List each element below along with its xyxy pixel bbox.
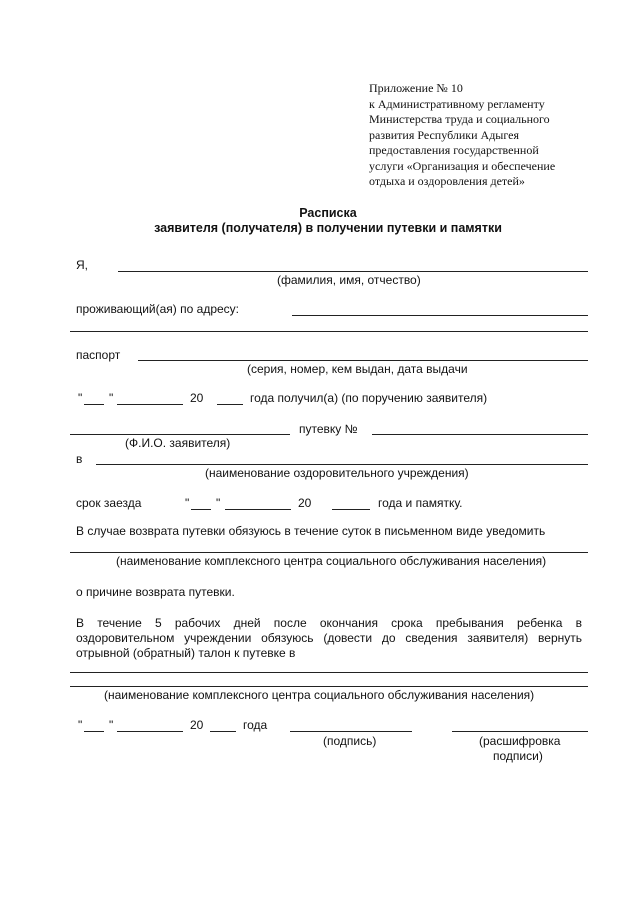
caption-institution: (наименование оздоровительного учреждения) — [205, 466, 469, 480]
appendix-line: услуги «Организация и обеспечение — [369, 158, 556, 173]
date2-text: года — [243, 718, 268, 732]
arrival-year-field[interactable] — [332, 509, 370, 510]
date2-year-field[interactable] — [210, 731, 236, 732]
address-label: проживающий(ая) по адресу: — [76, 302, 239, 316]
appendix-line: развития Республики Адыгея — [369, 127, 519, 142]
arrival-day-field[interactable] — [191, 509, 211, 510]
institution-field[interactable] — [96, 464, 588, 465]
arrival-year-prefix: 20 — [298, 496, 312, 510]
appendix-line: Приложение № 10 — [369, 81, 463, 95]
date1-month-field[interactable] — [117, 404, 183, 405]
passport-label: паспорт — [76, 348, 121, 362]
center-field-2[interactable] — [70, 672, 588, 673]
ya-label: Я, — [76, 258, 88, 272]
document-title: Расписка — [299, 206, 357, 220]
date2-day-field[interactable] — [84, 731, 104, 732]
date1-text: года получил(а) (по поручению заявителя) — [250, 391, 488, 405]
arrival-quote-close: " — [216, 496, 221, 510]
caption-transcript: (расшифровка — [479, 734, 561, 748]
caption-transcript: подписи) — [493, 749, 543, 763]
center-field-1[interactable] — [70, 552, 588, 553]
date1-year-prefix: 20 — [190, 391, 204, 405]
arrival-month-field[interactable] — [225, 509, 291, 510]
appendix-line: Министерства труда и социального — [369, 112, 550, 126]
caption-passport: (серия, номер, кем выдан, дата выдачи — [247, 362, 468, 376]
return-text: В случае возврата путевки обязуюсь в течение суток в письменном виде уведомить — [76, 524, 546, 538]
date1-quote-open: " — [78, 391, 83, 405]
transcript-field[interactable] — [452, 731, 588, 732]
paragraph-line: оздоровительном учреждении обязуюсь (довести до сведения заявителя) вернуть — [76, 631, 582, 645]
reason-text: о причине возврата путевки. — [76, 585, 235, 599]
caption-applicant: (Ф.И.О. заявителя) — [125, 436, 231, 450]
paragraph-line: В течение 5 рабочих дней после окончания срока пребывания ребенка в — [76, 616, 582, 630]
passport-field[interactable] — [138, 360, 588, 361]
address-field-1[interactable] — [292, 315, 588, 316]
date1-day-field[interactable] — [84, 404, 104, 405]
date1-quote-close: " — [109, 391, 114, 405]
appendix-line: к Административному регламенту — [369, 96, 545, 111]
caption-center-2: (наименование комплексного центра социального обслуживания населения) — [104, 688, 535, 702]
date2-quote-open: " — [78, 718, 83, 732]
arrival-label: срок заезда — [76, 496, 142, 510]
appendix-line: предоставления государственной — [369, 143, 539, 157]
paragraph-line: отрывной (обратный) талон к путевке в — [76, 646, 296, 660]
applicant-field[interactable] — [70, 434, 290, 435]
address-field-2[interactable] — [70, 331, 588, 332]
caption-signature: (подпись) — [323, 734, 377, 748]
appendix-line: отдыха и оздоровления детей» — [369, 174, 525, 188]
caption-fio: (фамилия, имя, отчество) — [277, 273, 421, 287]
date2-month-field[interactable] — [117, 731, 183, 732]
arrival-text: года и памятку. — [378, 496, 463, 510]
caption-center-1: (наименование комплексного центра социального обслуживания населения) — [116, 554, 547, 568]
document-subtitle: заявителя (получателя) в получении путевки и памятки — [154, 221, 502, 235]
date1-year-field[interactable] — [217, 404, 243, 405]
fio-field[interactable] — [118, 271, 588, 272]
signature-field[interactable] — [290, 731, 412, 732]
date2-quote-close: " — [109, 718, 114, 732]
appendix-block — [369, 81, 599, 190]
voucher-number-field[interactable] — [372, 434, 588, 435]
center-field-3[interactable] — [70, 686, 588, 687]
date2-year-prefix: 20 — [190, 718, 204, 732]
arrival-quote-open: " — [185, 496, 190, 510]
voucher-label: путевку № — [299, 422, 358, 436]
in-label: в — [76, 452, 83, 466]
